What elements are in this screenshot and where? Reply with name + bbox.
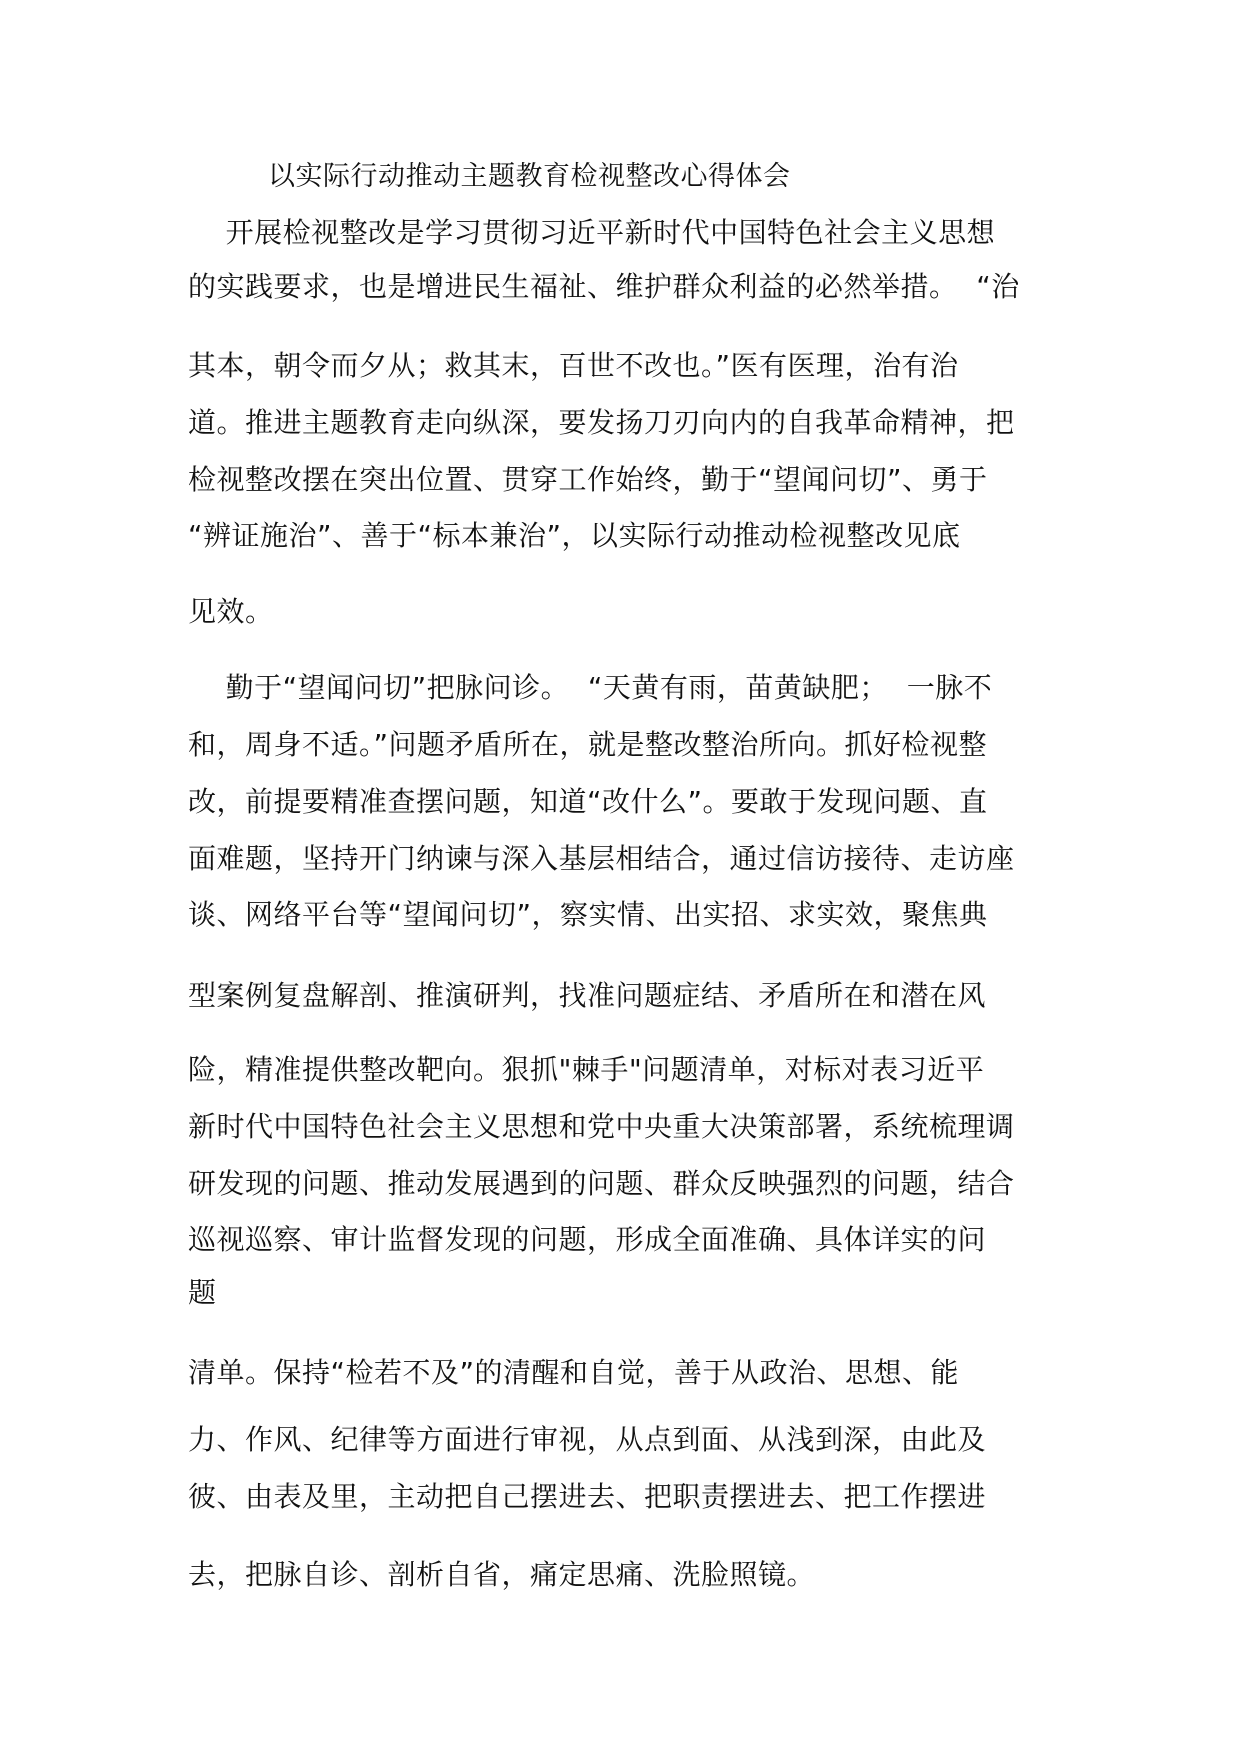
body-line: 研发现的问题、推动发展遇到的问题、群众反映强烈的问题，结合 (188, 1167, 1015, 1200)
body-line: 新时代中国特色社会主义思想和党中央重大决策部署，系统梳理调 (188, 1110, 1015, 1143)
body-line: 道。推进主题教育走向纵深，要发扬刀刃向内的自我革命精神，把 (188, 406, 1015, 439)
body-line: 开展检视整改是学习贯彻习近平新时代中国特色社会主义思想 (188, 216, 996, 249)
body-line: 巡视巡察、审计监督发现的问题，形成全面准确、具体详实的问 (188, 1223, 987, 1256)
body-line: 勤于“望闻问切”把脉问诊。 “天黄有雨，苗黄缺肥； 一脉不 (188, 671, 993, 704)
body-line: 的实践要求，也是增进民生福祉、维护群众利益的必然举措。 “治 (188, 270, 1020, 303)
body-line: 险，精准提供整改靶向。狠抓"棘手"问题清单，对标对表习近平 (188, 1053, 985, 1086)
body-line: 力、作风、纪律等方面进行审视，从点到面、从浅到深，由此及 (188, 1423, 987, 1456)
body-line: 去，把脉自诊、剖析自省，痛定思痛、洗脸照镜。 (188, 1558, 816, 1591)
body-line: 其本，朝令而夕从；救其末，百世不改也。”医有医理，治有治 (188, 349, 959, 382)
body-line: 检视整改摆在突出位置、贯穿工作始终，勤于“望闻问切”、勇于 (188, 463, 988, 496)
body-line: 型案例复盘解剖、推演研判，找准问题症结、矛盾所在和潜在风 (188, 979, 987, 1012)
body-line: 面难题，坚持开门纳谏与深入基层相结合，通过信访接待、走访座 (188, 842, 1015, 875)
body-line: 题 (188, 1276, 217, 1309)
body-line: 和，周身不适。”问题矛盾所在，就是整改整治所向。抓好检视整 (188, 728, 988, 761)
document-title: 以实际行动推动主题教育检视整改心得体会 (268, 161, 791, 192)
body-line: 清单。保持“检若不及”的清醒和自觉，善于从政治、思想、能 (188, 1356, 960, 1389)
body-line: 见效。 (188, 595, 274, 628)
body-line: 谈、网络平台等“望闻问切”，察实情、出实招、求实效，聚焦典 (188, 898, 988, 931)
body-line: “辨证施治”、善于“标本兼治”，以实际行动推动检视整改见底 (188, 519, 961, 552)
body-line: 彼、由表及里，主动把自己摆进去、把职责摆进去、把工作摆进 (188, 1480, 987, 1513)
body-line: 改，前提要精准查摆问题，知道“改什么”。要敢于发现问题、直 (188, 785, 988, 818)
